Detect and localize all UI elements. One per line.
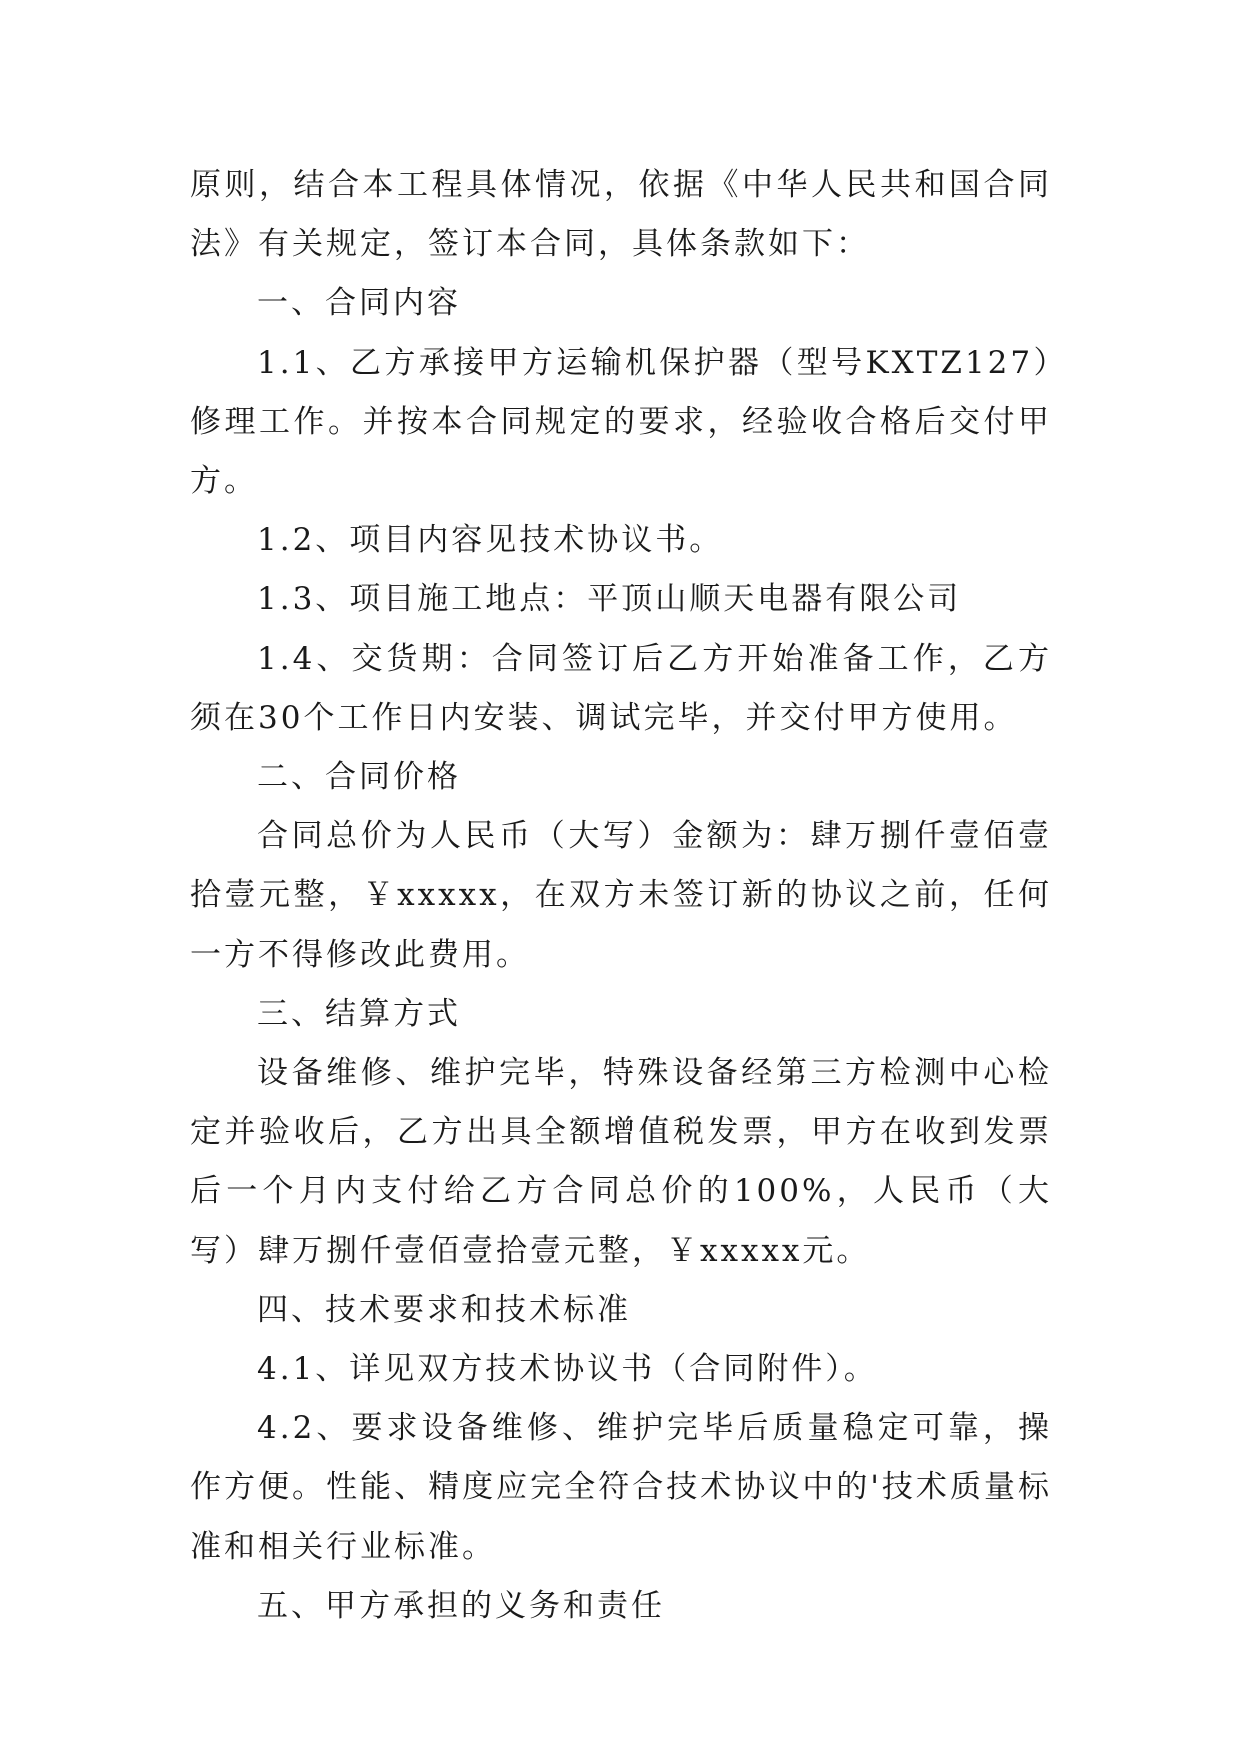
clause-1-2: 1.2、项目内容见技术协议书。 bbox=[257, 522, 724, 559]
clause-4-2: 4.2、要求设备维修、维护完毕后质量稳定可靠，操作方便。性能、精度应完全符合技术协议中的'技术质量标准和相关行业标准。 bbox=[190, 1410, 1052, 1565]
section-heading-contract-price: 二、合同价格 bbox=[257, 759, 461, 796]
document-body bbox=[190, 156, 1052, 1636]
clause-1-4: 1.4、交货期：合同签订后乙方开始准备工作，乙方须在30个工作日内安装、调试完毕，并交付甲方使用。 bbox=[190, 640, 1052, 736]
clause-4-1: 4.1、详见双方技术协议书（合同附件）。 bbox=[257, 1351, 878, 1388]
section-heading-contract-content: 一、合同内容 bbox=[257, 285, 461, 322]
paragraph-contract-price: 合同总价为人民币（大写）金额为：肆万捌仟壹佰壹拾壹元整，￥xxxxx，在双方未签订新的协议之前，任何一方不得修改此费用。 bbox=[190, 818, 1052, 973]
paragraph-intro: 原则，结合本工程具体情况，依据《中华人民共和国合同法》有关规定，签订本合同，具体条款如下： bbox=[190, 167, 1052, 263]
clause-1-3: 1.3、项目施工地点：平顶山顺天电器有限公司 bbox=[257, 581, 962, 618]
paragraph-settlement: 设备维修、维护完毕，特殊设备经第三方检测中心检定并验收后，乙方出具全额增值税发票，甲方在收到发票后一个月内支付给乙方合同总价的100%，人民币（大写）肆万捌仟壹佰壹拾壹元整，￥xxxxx元。 bbox=[190, 1055, 1052, 1269]
section-heading-party-a-obligations: 五、甲方承担的义务和责任 bbox=[257, 1587, 665, 1624]
section-heading-settlement: 三、结算方式 bbox=[257, 995, 461, 1032]
clause-1-1: 1.1、乙方承接甲方运输机保护器（型号KXTZ127）修理工作。并按本合同规定的要求，经验收合格后交付甲方。 bbox=[190, 344, 1052, 500]
section-heading-technical-requirements: 四、技术要求和技术标准 bbox=[257, 1291, 631, 1328]
